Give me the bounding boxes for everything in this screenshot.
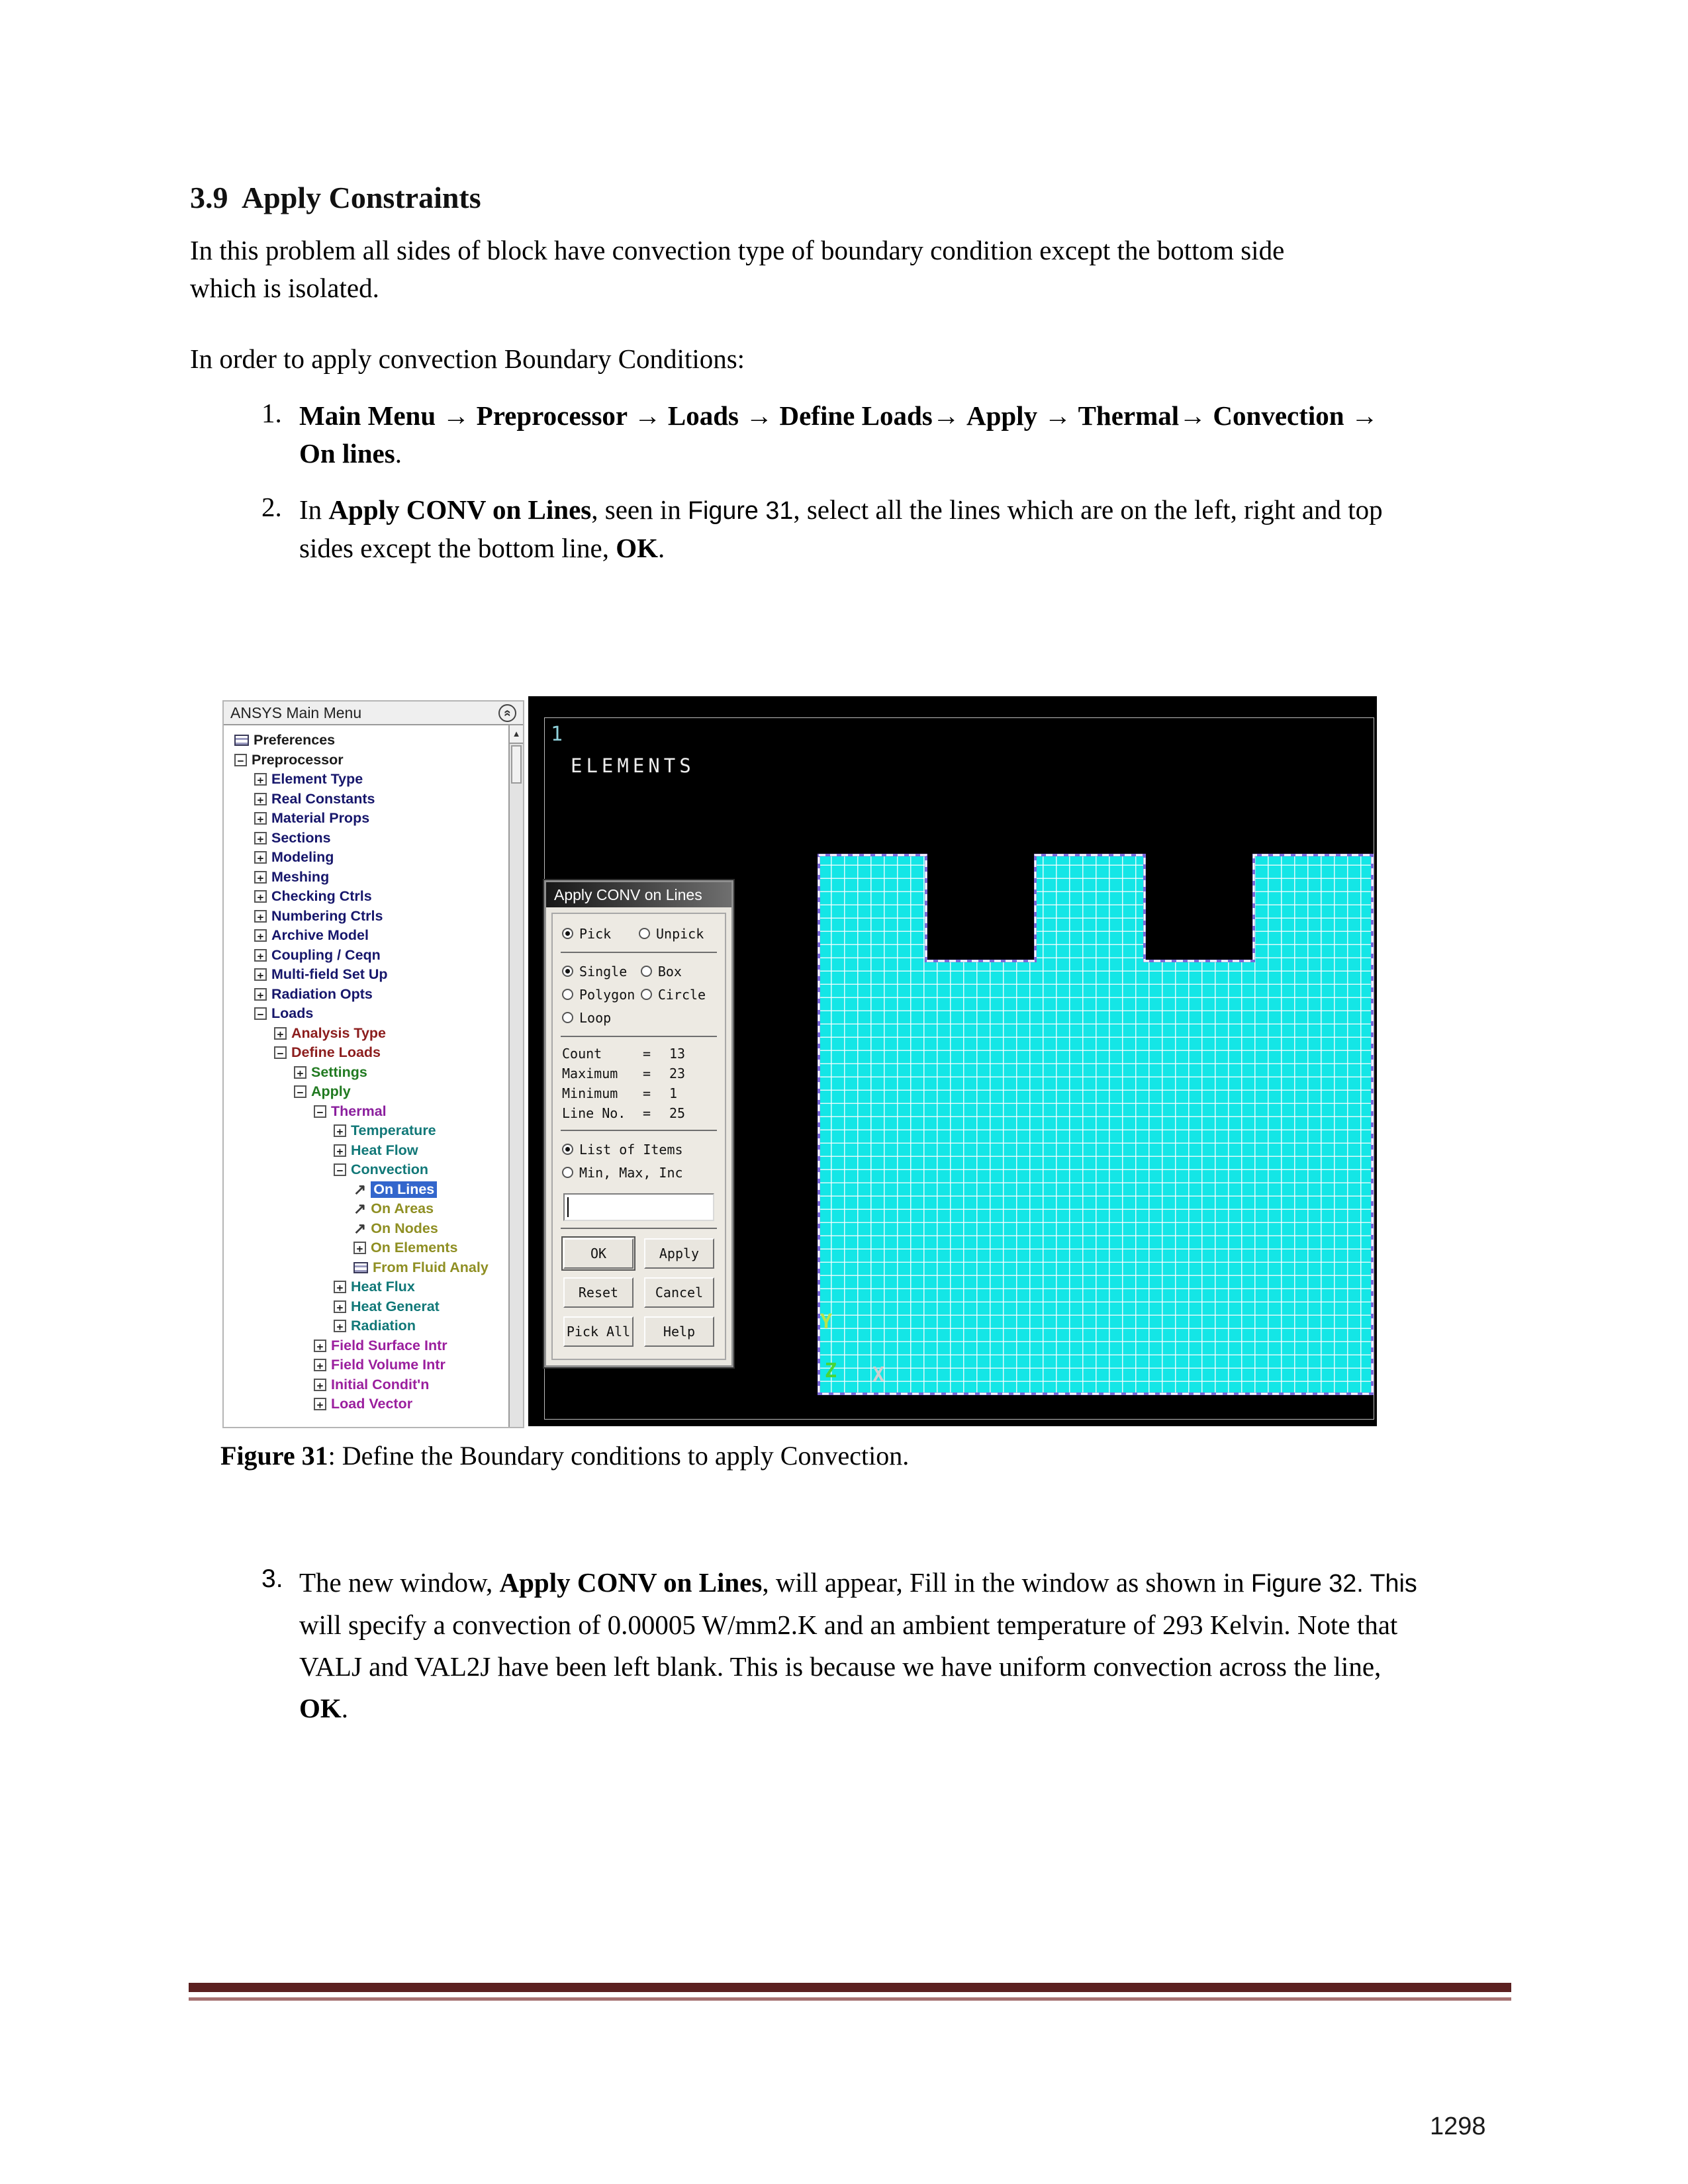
expand-plus-icon: + bbox=[353, 1242, 366, 1254]
lead-in-paragraph: In order to apply convection Boundary Conditions: bbox=[190, 343, 745, 374]
list-item-3 bbox=[299, 1562, 1425, 1729]
scroll-up-arrow-icon[interactable]: ▲ bbox=[510, 725, 523, 744]
pick-all-button[interactable]: Pick All bbox=[563, 1316, 633, 1347]
menu-item-coupling-ceqn[interactable] bbox=[224, 946, 508, 966]
menu-item-label: Thermal bbox=[331, 1103, 387, 1119]
menu-item-label: Temperature bbox=[351, 1122, 436, 1139]
expand-plus-icon: + bbox=[314, 1340, 326, 1352]
block-outline bbox=[818, 854, 1374, 1395]
text-run: Figure 32. This bbox=[1250, 1569, 1417, 1597]
expand-plus-icon: + bbox=[254, 968, 267, 981]
apply-button[interactable]: Apply bbox=[644, 1238, 714, 1269]
help-button[interactable]: Help bbox=[644, 1316, 714, 1347]
menu-item-on-lines[interactable] bbox=[224, 1180, 508, 1200]
radio-label: Circle bbox=[657, 986, 706, 1003]
menu-item-numbering-ctrls[interactable] bbox=[224, 907, 508, 927]
text-run: OK bbox=[616, 533, 659, 563]
expand-plus-icon: + bbox=[314, 1398, 326, 1410]
text-run: → bbox=[1350, 400, 1378, 431]
stat-value: 25 bbox=[669, 1105, 686, 1121]
text-run: → bbox=[633, 400, 668, 431]
y-axis-label: Y bbox=[820, 1310, 833, 1334]
expand-plus-icon: + bbox=[314, 1379, 326, 1391]
menu-tree bbox=[224, 725, 508, 1427]
reset-button[interactable]: Reset bbox=[563, 1277, 633, 1308]
radio-list-of-items[interactable] bbox=[562, 1138, 716, 1161]
footer-rule-thin bbox=[189, 1997, 1511, 2001]
stat-value: 13 bbox=[669, 1046, 686, 1062]
menu-item-thermal[interactable] bbox=[224, 1102, 508, 1122]
menu-item-loads[interactable] bbox=[224, 1004, 508, 1024]
expand-plus-icon: + bbox=[334, 1320, 346, 1332]
footer-rule-thick bbox=[189, 1983, 1511, 1992]
radio-single[interactable] bbox=[562, 960, 641, 983]
menu-item-label: Apply bbox=[311, 1083, 351, 1100]
text-run: . bbox=[341, 1693, 349, 1723]
section-heading: 3.9 Apply Constraints bbox=[190, 181, 481, 214]
pick-status-readout bbox=[562, 1044, 716, 1123]
text-caret bbox=[567, 1197, 569, 1217]
radio-button-icon bbox=[562, 1167, 573, 1178]
text-run: . bbox=[658, 533, 665, 563]
menu-item-meshing[interactable] bbox=[224, 868, 508, 887]
expand-plus-icon: + bbox=[254, 988, 267, 1001]
menu-item-radiation-opts[interactable] bbox=[224, 985, 508, 1005]
expand-plus-icon: + bbox=[254, 910, 267, 923]
text-run: will specify a convection of 0.00005 W/mm2.K and an ambient temperature of 293 Kelvin. Note that VALJ and VAL2J have been left blank. This is because we have uniform convection across the line, bbox=[299, 1610, 1398, 1682]
menu-item-on-elements[interactable] bbox=[224, 1238, 508, 1258]
text-run: OK bbox=[299, 1693, 342, 1723]
text-run: In bbox=[299, 494, 329, 525]
pick-unpick-radio-group bbox=[562, 922, 716, 945]
menu-item-label: Real Constants bbox=[271, 790, 375, 807]
menu-item-label: Radiation Opts bbox=[271, 985, 373, 1002]
menu-item-label: On Nodes bbox=[371, 1220, 438, 1236]
radio-label: Pick bbox=[579, 925, 612, 942]
expand-plus-icon: + bbox=[254, 812, 267, 825]
expand-plus-icon: + bbox=[314, 1359, 326, 1371]
expand-plus-icon: + bbox=[254, 793, 267, 805]
equals-sign: = bbox=[643, 1085, 651, 1101]
text-run: → bbox=[442, 400, 477, 431]
menu-item-label: Heat Generat bbox=[351, 1298, 440, 1314]
menu-scrollbar[interactable] bbox=[508, 725, 523, 1427]
stat-label: Count bbox=[562, 1046, 602, 1062]
stat-label: Line No. bbox=[562, 1105, 626, 1121]
menu-item-label: Field Volume Intr bbox=[331, 1357, 445, 1373]
list-marker-1: 1. bbox=[261, 398, 282, 428]
menu-item-label: Analysis Type bbox=[291, 1024, 386, 1041]
menu-item-checking-ctrls[interactable] bbox=[224, 887, 508, 907]
text-run: → bbox=[745, 400, 780, 431]
expand-plus-icon: + bbox=[254, 851, 267, 864]
dialog-grid-icon bbox=[234, 735, 249, 746]
text-run: → bbox=[932, 400, 966, 431]
figure-31-screenshot bbox=[222, 696, 1377, 1430]
divider bbox=[561, 952, 717, 953]
menu-item-label: Sections bbox=[271, 829, 331, 846]
text-run: : Define the Boundary conditions to apply Convection. bbox=[328, 1441, 910, 1471]
menu-item-preprocessor[interactable] bbox=[224, 751, 508, 770]
menu-item-field-surface-intr[interactable] bbox=[224, 1336, 508, 1356]
expand-plus-icon: + bbox=[334, 1124, 346, 1137]
dialog-buttons bbox=[563, 1238, 714, 1347]
x-axis-label: X bbox=[872, 1363, 885, 1387]
menu-item-heat-flow[interactable] bbox=[224, 1141, 508, 1161]
text-run: Figure 31 bbox=[687, 496, 794, 524]
ansys-main-menu-title: ANSYS Main Menu bbox=[230, 704, 362, 721]
expand-plus-icon: + bbox=[254, 871, 267, 884]
menu-item-multi-field-set-up[interactable] bbox=[224, 965, 508, 985]
radio-button-icon bbox=[562, 928, 573, 939]
equals-sign: = bbox=[643, 1046, 651, 1062]
menu-item-label: Material Props bbox=[271, 810, 370, 827]
viewport-window-number: 1 bbox=[551, 723, 563, 746]
radio-label: Unpick bbox=[656, 925, 704, 942]
expand-plus-icon: + bbox=[274, 1027, 287, 1040]
menu-item-modeling[interactable] bbox=[224, 848, 508, 868]
collapse-minus-icon: − bbox=[234, 754, 247, 766]
apply-conv-on-lines-dialog bbox=[544, 880, 733, 1367]
menu-item-on-nodes[interactable] bbox=[224, 1219, 508, 1239]
dialog-title: Apply CONV on Lines bbox=[554, 886, 702, 903]
text-run: Main Menu bbox=[299, 400, 443, 431]
text-run: , seen in bbox=[591, 494, 688, 525]
stat-label: Minimum bbox=[562, 1085, 618, 1101]
menu-item-label: Preferences bbox=[254, 732, 336, 749]
radio-button-icon bbox=[562, 1012, 573, 1023]
menu-item-label: Convection bbox=[351, 1161, 429, 1178]
scrollbar-thumb[interactable] bbox=[511, 745, 522, 784]
text-run: On lines bbox=[299, 438, 395, 469]
expand-plus-icon: + bbox=[334, 1144, 346, 1157]
menu-item-label: On Elements bbox=[371, 1240, 458, 1256]
equals-sign: = bbox=[643, 1066, 651, 1081]
menu-item-temperature[interactable] bbox=[224, 1121, 508, 1141]
text-run: → bbox=[1044, 400, 1078, 431]
menu-item-define-loads[interactable] bbox=[224, 1043, 508, 1063]
menu-item-load-vector[interactable] bbox=[224, 1394, 508, 1414]
radio-label: Min, Max, Inc bbox=[579, 1164, 683, 1181]
menu-item-label: Archive Model bbox=[271, 927, 369, 944]
menu-item-field-volume-intr[interactable] bbox=[224, 1355, 508, 1375]
list-mode-radio-group bbox=[562, 1138, 716, 1184]
expand-plus-icon: + bbox=[254, 929, 267, 942]
ok-button[interactable]: OK bbox=[563, 1238, 633, 1269]
expand-plus-icon: + bbox=[254, 832, 267, 844]
stat-value: 1 bbox=[669, 1085, 678, 1101]
menu-item-label: Field Surface Intr bbox=[331, 1337, 447, 1353]
menu-item-label: Heat Flux bbox=[351, 1279, 415, 1295]
text-run: Apply CONV on Lines bbox=[499, 1567, 763, 1598]
menu-item-initial-condit-n[interactable] bbox=[224, 1375, 508, 1395]
list-item-1 bbox=[299, 397, 1411, 473]
text-run: Preprocessor bbox=[476, 400, 634, 431]
menu-item-label: Heat Flow bbox=[351, 1142, 418, 1158]
dialog-grid-icon bbox=[353, 1262, 368, 1273]
menu-item-label: Checking Ctrls bbox=[271, 888, 372, 905]
ansys-main-menu-header bbox=[224, 702, 523, 725]
menu-item-on-areas[interactable] bbox=[224, 1199, 508, 1219]
text-run: , will appear, Fill in the window as shown in bbox=[762, 1567, 1251, 1598]
radio-label: List of Items bbox=[579, 1141, 683, 1158]
text-run: , select all the lines which are on the left, right and top sides except the bottom line, bbox=[299, 494, 1383, 563]
chevron-double-up-icon: « bbox=[500, 709, 514, 717]
menu-item-label: Initial Condit'n bbox=[331, 1376, 430, 1392]
list-item-2 bbox=[299, 491, 1425, 567]
menu-item-apply[interactable] bbox=[224, 1082, 508, 1102]
pick-arrow-icon: ↗ bbox=[353, 1180, 367, 1198]
radio-unpick[interactable] bbox=[639, 922, 716, 945]
dialog-body bbox=[551, 913, 726, 1360]
radio-min-max-inc[interactable] bbox=[562, 1161, 716, 1184]
expand-plus-icon: + bbox=[254, 890, 267, 903]
stat-label: Maximum bbox=[562, 1066, 618, 1081]
radio-label: Loop bbox=[579, 1009, 612, 1026]
stat-minimum bbox=[562, 1083, 716, 1103]
menu-item-label: Load Vector bbox=[331, 1396, 413, 1412]
pick-arrow-icon: ↗ bbox=[353, 1219, 367, 1237]
menu-item-label: Modeling bbox=[271, 849, 334, 866]
menu-item-label: Multi-field Set Up bbox=[271, 966, 388, 983]
menu-item-label: Define Loads bbox=[291, 1044, 381, 1061]
radio-label: Box bbox=[657, 963, 682, 979]
divider bbox=[561, 1228, 717, 1229]
dialog-title-bar[interactable] bbox=[546, 882, 731, 907]
equals-sign: = bbox=[643, 1105, 651, 1121]
menu-item-label: On Areas bbox=[371, 1201, 434, 1217]
text-run: Apply CONV on Lines bbox=[328, 494, 592, 525]
menu-item-real-constants[interactable] bbox=[224, 790, 508, 809]
expand-plus-icon: + bbox=[334, 1281, 346, 1293]
menu-item-material-props[interactable] bbox=[224, 809, 508, 829]
menu-item-label: Settings bbox=[311, 1064, 367, 1080]
pick-shape-radio-group bbox=[562, 960, 716, 1029]
radio-button-icon bbox=[639, 928, 650, 939]
radio-button-icon bbox=[562, 966, 573, 977]
text-run: Apply bbox=[966, 400, 1045, 431]
text-run: . bbox=[395, 438, 402, 469]
menu-item-sections[interactable] bbox=[224, 829, 508, 848]
menu-item-label: Coupling / Ceqn bbox=[271, 946, 381, 963]
menu-item-archive-model[interactable] bbox=[224, 926, 508, 946]
radio-button-icon bbox=[562, 989, 573, 1000]
expand-plus-icon: + bbox=[254, 949, 267, 962]
figure-caption bbox=[220, 1440, 1379, 1471]
menu-item-radiation[interactable] bbox=[224, 1316, 508, 1336]
menu-item-label: Radiation bbox=[351, 1318, 416, 1334]
menu-item-label: On Lines bbox=[371, 1181, 437, 1198]
radio-circle[interactable] bbox=[641, 983, 716, 1006]
radio-button-icon bbox=[562, 1144, 573, 1155]
divider bbox=[561, 1130, 717, 1131]
text-run: Loads bbox=[667, 400, 746, 431]
meshed-block[interactable] bbox=[818, 854, 1374, 1395]
menu-item-from-fluid-analy[interactable] bbox=[224, 1258, 508, 1278]
expand-plus-icon: + bbox=[294, 1066, 306, 1079]
collapse-minus-icon: − bbox=[334, 1163, 346, 1176]
menu-item-element-type[interactable] bbox=[224, 770, 508, 790]
expand-plus-icon: + bbox=[254, 773, 267, 786]
page-number: 1298 bbox=[1430, 2113, 1486, 2140]
stat-value: 23 bbox=[669, 1066, 686, 1081]
text-run: Thermal bbox=[1078, 400, 1180, 431]
text-run: The new window, bbox=[299, 1567, 500, 1598]
radio-label: Single bbox=[579, 963, 628, 979]
text-run: Convection bbox=[1213, 400, 1351, 431]
radio-polygon[interactable] bbox=[562, 983, 641, 1006]
ansys-main-menu-panel bbox=[222, 700, 524, 1428]
menu-item-convection[interactable] bbox=[224, 1160, 508, 1180]
collapse-minus-icon: − bbox=[294, 1085, 306, 1098]
cancel-button[interactable]: Cancel bbox=[644, 1277, 714, 1308]
text-run: Define Loads bbox=[779, 400, 933, 431]
viewport-plot-title: ELEMENTS bbox=[571, 754, 695, 777]
text-run: → bbox=[1179, 400, 1213, 431]
menu-item-label: Element Type bbox=[271, 771, 363, 788]
z-axis-label: Z bbox=[825, 1359, 837, 1383]
stat-line-no bbox=[562, 1103, 716, 1123]
menu-item-label: Meshing bbox=[271, 868, 330, 885]
intro-paragraph: In this problem all sides of block have convection type of boundary condition except the bottom side which is isolated. bbox=[190, 235, 1285, 303]
stat-count bbox=[562, 1044, 716, 1064]
menu-item-preferences[interactable] bbox=[224, 731, 508, 751]
list-marker-3: 3. bbox=[261, 1565, 283, 1593]
radio-button-icon bbox=[641, 989, 652, 1000]
text-run: Figure 31 bbox=[220, 1441, 328, 1471]
expand-plus-icon: + bbox=[334, 1300, 346, 1313]
radio-loop[interactable] bbox=[562, 1006, 641, 1029]
menu-item-settings[interactable] bbox=[224, 1063, 508, 1083]
collapse-minus-icon: − bbox=[254, 1007, 267, 1020]
stat-maximum bbox=[562, 1064, 716, 1083]
pick-list-input[interactable] bbox=[563, 1193, 714, 1221]
menu-item-heat-generat[interactable] bbox=[224, 1297, 508, 1317]
radio-label: Polygon bbox=[579, 986, 635, 1003]
collapse-minus-icon: − bbox=[274, 1046, 287, 1059]
collapse-menu-button[interactable] bbox=[498, 704, 516, 722]
menu-item-label: Preprocessor bbox=[252, 751, 344, 768]
radio-pick[interactable] bbox=[562, 922, 639, 945]
menu-item-heat-flux[interactable] bbox=[224, 1277, 508, 1297]
menu-item-label: Loads bbox=[271, 1005, 314, 1022]
menu-item-analysis-type[interactable] bbox=[224, 1024, 508, 1044]
radio-button-icon bbox=[641, 966, 652, 977]
list-marker-2: 2. bbox=[261, 492, 282, 522]
collapse-minus-icon: − bbox=[314, 1105, 326, 1118]
radio-box[interactable] bbox=[641, 960, 716, 983]
divider bbox=[561, 1036, 717, 1037]
menu-item-label: Numbering Ctrls bbox=[271, 907, 383, 924]
menu-item-label: From Fluid Analy bbox=[373, 1259, 489, 1275]
pick-arrow-icon: ↗ bbox=[353, 1200, 367, 1218]
